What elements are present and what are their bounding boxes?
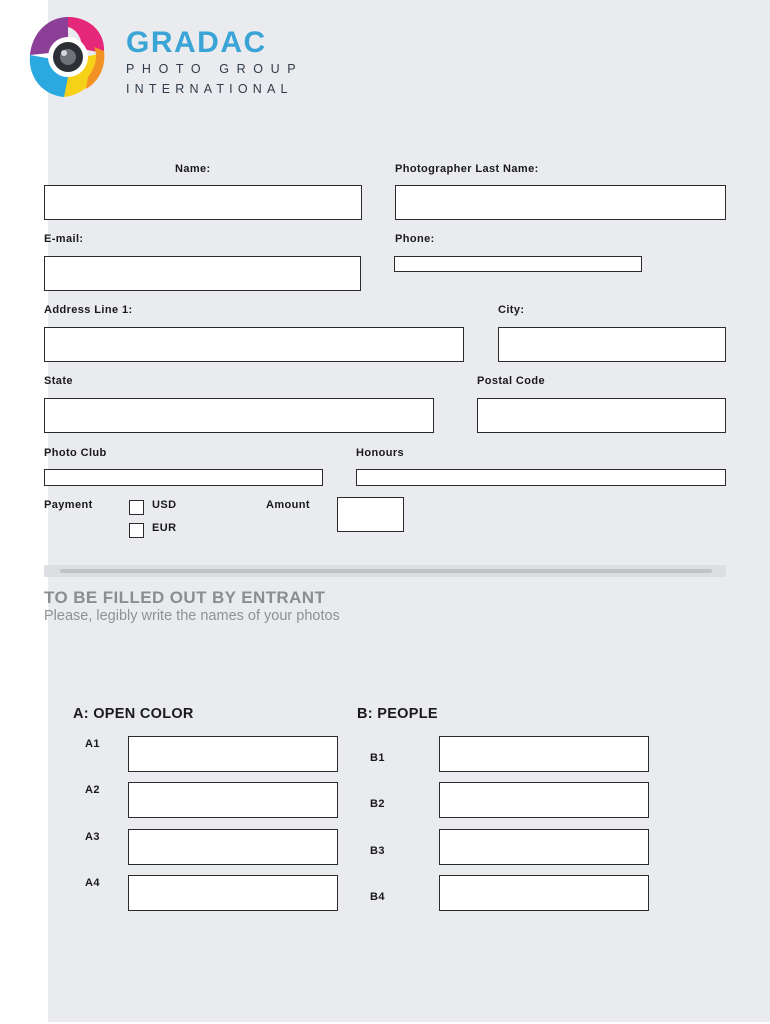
photo-club-label: Photo Club — [44, 447, 107, 459]
last-name-label: Photographer Last Name: — [395, 163, 539, 175]
entry-a4-label: A4 — [85, 877, 100, 889]
usd-label: USD — [152, 499, 177, 511]
entry-b1-field[interactable] — [439, 736, 649, 772]
city-label: City: — [498, 304, 525, 316]
gradac-logo-icon — [22, 14, 114, 100]
entry-a2-label: A2 — [85, 784, 100, 796]
category-b-title: B: PEOPLE — [357, 706, 438, 722]
entry-b1-label: B1 — [370, 752, 385, 764]
amount-label: Amount — [266, 499, 310, 511]
payment-label: Payment — [44, 499, 93, 511]
name-field[interactable] — [44, 185, 362, 220]
section-divider-line — [60, 569, 712, 573]
entry-b3-field[interactable] — [439, 829, 649, 865]
address-label: Address Line 1: — [44, 304, 133, 316]
last-name-field[interactable] — [395, 185, 726, 220]
brand-subtitle-1: PHOTO GROUP — [126, 62, 304, 76]
entry-b4-label: B4 — [370, 891, 385, 903]
entry-a1-field[interactable] — [128, 736, 338, 772]
eur-checkbox[interactable] — [129, 523, 144, 538]
state-field[interactable] — [44, 398, 434, 433]
city-field[interactable] — [498, 327, 726, 362]
email-field[interactable] — [44, 256, 361, 291]
email-label: E-mail: — [44, 233, 84, 245]
state-label: State — [44, 375, 73, 387]
brand-subtitle-2: INTERNATIONAL — [126, 82, 293, 96]
honours-field[interactable] — [356, 469, 726, 486]
entry-b2-label: B2 — [370, 798, 385, 810]
entry-b2-field[interactable] — [439, 782, 649, 818]
form-page — [48, 0, 770, 1022]
phone-label: Phone: — [395, 233, 435, 245]
eur-label: EUR — [152, 522, 177, 534]
phone-field[interactable] — [394, 256, 642, 272]
postal-code-label: Postal Code — [477, 375, 545, 387]
entry-a4-field[interactable] — [128, 875, 338, 911]
entry-b3-label: B3 — [370, 845, 385, 857]
entry-a1-label: A1 — [85, 738, 100, 750]
entrant-section-title: TO BE FILLED OUT BY ENTRANT — [44, 588, 326, 607]
amount-field[interactable] — [337, 497, 404, 532]
entry-a3-label: A3 — [85, 831, 100, 843]
brand-name: GRADAC — [126, 26, 267, 59]
usd-checkbox[interactable] — [129, 500, 144, 515]
photo-club-field[interactable] — [44, 469, 323, 486]
entry-a2-field[interactable] — [128, 782, 338, 818]
entry-b4-field[interactable] — [439, 875, 649, 911]
name-label: Name: — [175, 163, 211, 175]
entry-a3-field[interactable] — [128, 829, 338, 865]
category-a-title: A: OPEN COLOR — [73, 706, 194, 722]
honours-label: Honours — [356, 447, 405, 459]
postal-code-field[interactable] — [477, 398, 726, 433]
address-field[interactable] — [44, 327, 464, 362]
entrant-section-note: Please, legibly write the names of your photos — [44, 608, 340, 624]
